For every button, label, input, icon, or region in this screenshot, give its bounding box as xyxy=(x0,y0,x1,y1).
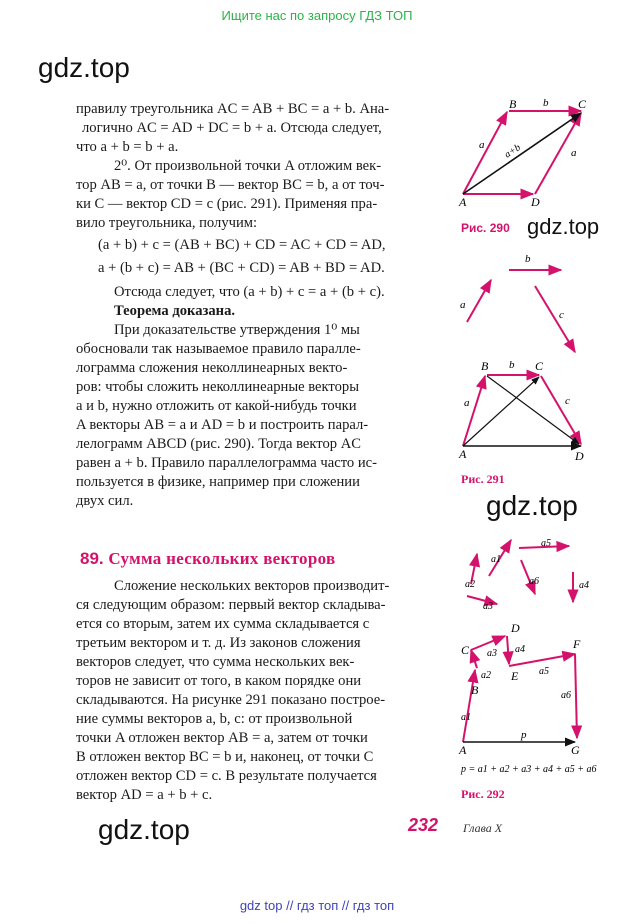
text-line: Отсюда следует, что (a + b) + c = a + (b + c). xyxy=(114,284,385,300)
text-line: a и b, нужно отложить от какой-нибудь точки xyxy=(76,398,357,414)
text-line: логично AC = AD + DC = b + a. Отсюда следует, xyxy=(82,120,382,136)
point-label: B xyxy=(509,97,517,111)
vector-label: a1 xyxy=(461,712,471,723)
chapter-label: Глава X xyxy=(463,821,503,835)
point-label: F xyxy=(573,637,581,651)
vector-label: p xyxy=(521,729,527,741)
vector-label: a2 xyxy=(465,579,475,590)
point-label: A xyxy=(459,447,467,461)
text-line: ся следующим образом: первый вектор складыва- xyxy=(76,597,386,613)
vector-label: a5 xyxy=(541,538,551,549)
text-line: лограмма сложения неколлинеарных векто- xyxy=(76,360,348,376)
text-line: При доказательстве утверждения 1⁰ мы xyxy=(114,322,360,338)
point-label: A xyxy=(459,743,467,757)
sum-formula: p = a1 + a2 + a3 + a4 + a5 + a6 xyxy=(461,764,597,775)
watermark: gdz.top xyxy=(527,214,600,239)
vector-label: a xyxy=(571,147,577,159)
point-label: G xyxy=(571,743,580,757)
vector-label: c xyxy=(559,309,564,321)
free-vector-c xyxy=(535,286,575,352)
point-label: D xyxy=(531,195,540,209)
formula-line: (a + b) + c = (AB + BC) + CD = AC + CD = AD, xyxy=(98,237,386,253)
vector-label: a xyxy=(479,139,485,151)
point-label: C xyxy=(578,97,587,111)
text-line: тор AB = a, от точки B — вектор BC = b, а от точ- xyxy=(76,177,385,193)
vector-ac xyxy=(463,113,581,194)
vector-label: a1 xyxy=(491,554,501,565)
watermark: gdz.top xyxy=(486,490,578,521)
text-line: Сложение нескольких векторов производит- xyxy=(114,578,390,594)
vector-label: a4 xyxy=(579,580,589,591)
theorem-proved: Теорема доказана. xyxy=(114,303,236,319)
formula-line: a + (b + c) = AB + (BC + CD) = AB + BD = AD. xyxy=(98,260,385,276)
vector-label: a6 xyxy=(561,690,571,701)
figure-caption: Рис. 292 xyxy=(461,787,505,801)
point-label: B xyxy=(471,683,479,697)
page-number: 232 xyxy=(408,815,439,835)
vector-label: a xyxy=(464,397,470,409)
vector-label: b xyxy=(543,97,549,109)
figure-292 xyxy=(458,538,597,801)
text-line: двух сил. xyxy=(76,493,134,509)
vector-label: a xyxy=(460,299,466,311)
vector-bc xyxy=(471,650,477,668)
watermark: gdz.top xyxy=(98,814,190,845)
text-line: третьим вектором и т. д. Из законов сложения xyxy=(76,635,361,651)
text-line: пользуется в физике, например при сложении xyxy=(76,474,360,490)
vector-label: a5 xyxy=(539,666,549,677)
text-line: вило треугольника, получим: xyxy=(76,215,258,231)
text-line: ров: чтобы сложить неколлинеарные векторы xyxy=(76,379,360,395)
vector-cd xyxy=(541,376,581,444)
vector-fg xyxy=(575,654,577,738)
text-line: равен a + b. Правило параллелограмма часто ис- xyxy=(76,455,377,471)
vector-label: b xyxy=(525,253,531,265)
section-title: Сумма нескольких векторов xyxy=(108,549,336,568)
main-text-bottom xyxy=(76,577,442,807)
figure-caption: Рис. 290 xyxy=(461,221,510,235)
section-number: 89. xyxy=(80,549,104,568)
footer-links: gdz top // гдз топ // гдз топ xyxy=(239,898,395,913)
vector-bd xyxy=(487,376,579,444)
text-line: обосновали так называемое правило паралле- xyxy=(76,341,361,357)
vector-label: a3 xyxy=(483,601,493,612)
figure-caption: Рис. 291 xyxy=(461,472,505,486)
vector-label: c xyxy=(565,395,570,407)
text-line: правилу треугольника AC = AB + BC = a + b. Ана- xyxy=(76,101,390,117)
vector-label: a6 xyxy=(529,576,539,587)
text-line: 2⁰. От произвольной точки A отложим век- xyxy=(114,158,382,174)
vector-label: a3 xyxy=(487,648,497,659)
point-label: D xyxy=(511,621,520,635)
text-line: ки C — вектор CD = c (рис. 291). Применяя пра- xyxy=(76,196,378,212)
vector-label: a4 xyxy=(515,644,525,655)
point-label: E xyxy=(511,669,519,683)
point-label: B xyxy=(481,359,489,373)
figure-291 xyxy=(458,253,584,486)
top-banner: Ищите нас по запросу ГДЗ ТОП xyxy=(221,8,413,23)
main-text-top xyxy=(76,100,442,510)
point-label: C xyxy=(535,359,544,373)
section-heading xyxy=(80,549,335,569)
figures-panel xyxy=(455,90,630,810)
text-line: отложен вектор CD = c. В результате получается xyxy=(76,768,377,784)
free-vector-a xyxy=(467,280,491,322)
text-line: торов не зависит от того, в каком порядке они xyxy=(76,673,362,689)
vector-ab xyxy=(463,670,475,742)
watermark: gdz.top xyxy=(38,52,130,83)
vector-label: b xyxy=(509,359,515,371)
text-line: лелограмм ABCD (рис. 290). Тогда вектор AC xyxy=(76,436,362,452)
point-label: D xyxy=(575,449,584,463)
text-line: ние суммы векторов a, b, c: от произвольной xyxy=(76,711,353,727)
text-line: что a + b = b + a. xyxy=(76,139,179,155)
text-line: вектор AD = a + b + c. xyxy=(76,787,213,803)
text-line: векторов следует, что сумма нескольких век- xyxy=(76,654,355,670)
point-label: A xyxy=(459,195,467,209)
text-line: B отложен вектор BC = b и, наконец, от точки C xyxy=(76,749,374,765)
vector-label: a2 xyxy=(481,670,491,681)
vector-ef xyxy=(509,654,575,666)
text-line: складываются. На рисунке 291 показано построе- xyxy=(76,692,386,708)
vector-ab xyxy=(463,112,507,194)
point-label: C xyxy=(461,643,470,657)
text-line: точки A отложен вектор AB = a, затем от точки xyxy=(76,730,368,746)
text-line: A векторы AB = a и AD = b и построить парал- xyxy=(76,417,369,433)
vector-de xyxy=(507,636,509,664)
figure-290 xyxy=(458,97,587,235)
vector-label: a+b xyxy=(502,142,523,161)
text-line: ется со вторым, затем их сумма складывается с xyxy=(76,616,370,632)
